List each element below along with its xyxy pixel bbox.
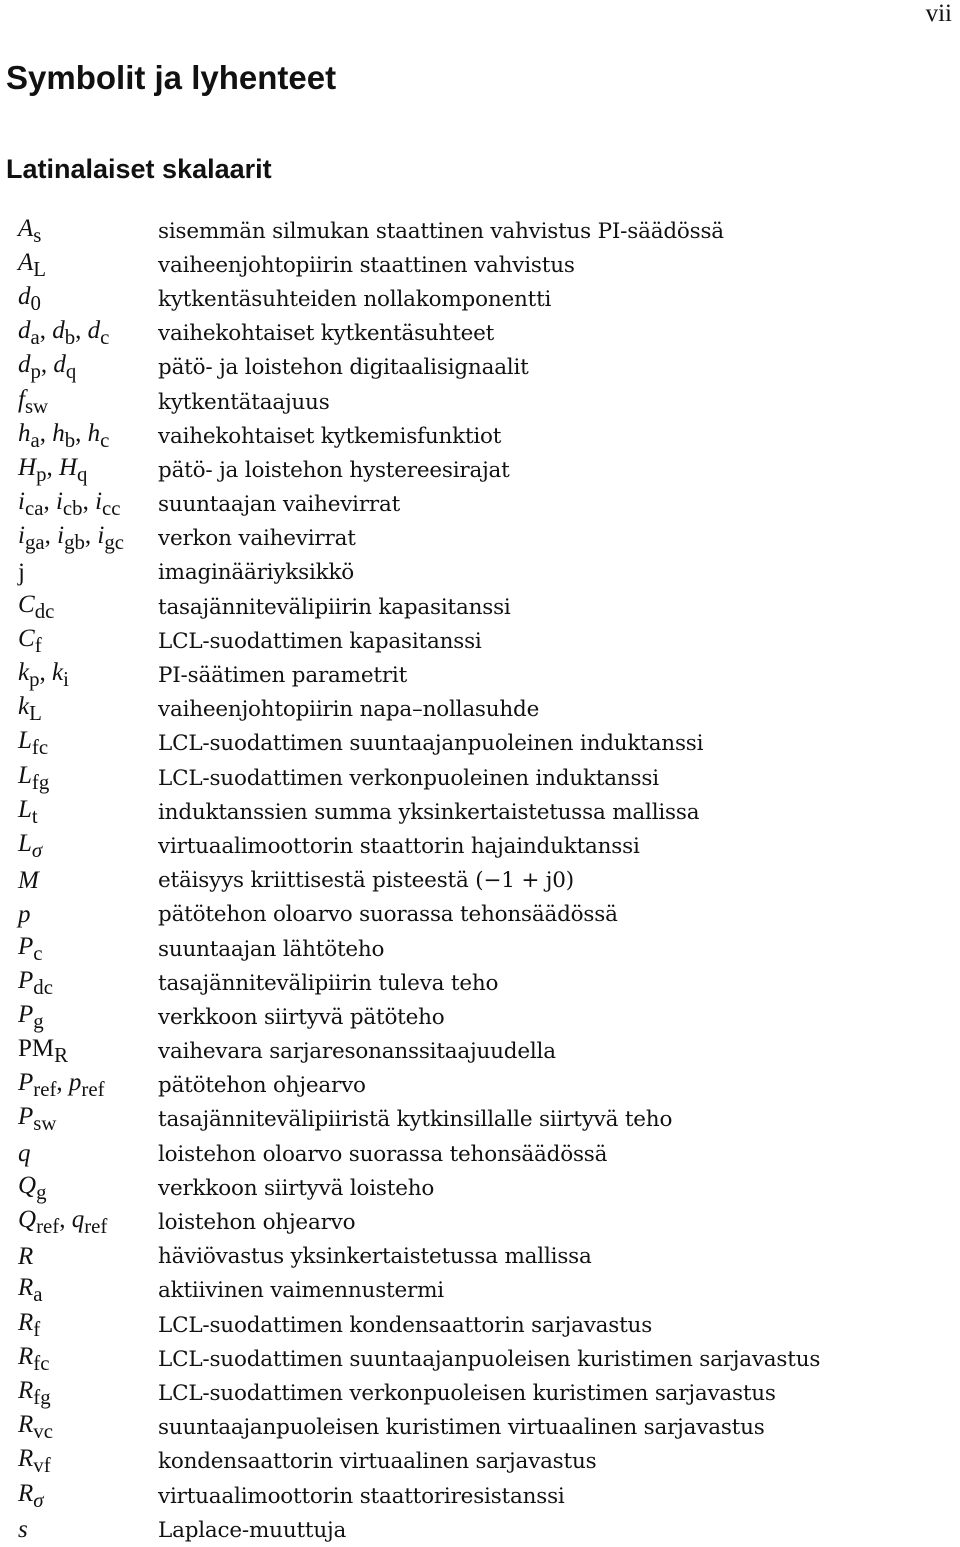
symbol-description: vaihevara sarjaresonanssitaajuudella <box>158 1039 556 1065</box>
symbol: $Q_{ref}$, $q_{ref}$ <box>18 1206 108 1239</box>
symbol: $h_a$, $h_b$, $h_c$ <box>18 419 110 452</box>
symbol-description: tasajännitevälipiirin tuleva teho <box>158 970 499 996</box>
symbol-description: kytkentätaajuus <box>158 389 330 415</box>
symbol-row <box>18 1103 948 1137</box>
symbol-row <box>18 1411 948 1445</box>
symbol: $R_f$ <box>18 1308 41 1341</box>
symbol: $k_L$ <box>18 693 42 726</box>
symbol: p <box>18 900 31 928</box>
chapter-title: Symbolit ja lyhenteet <box>6 59 337 96</box>
symbol-row <box>18 248 948 282</box>
symbol-description: kondensaattorin virtuaalinen sarjavastus <box>158 1449 597 1475</box>
symbol-row <box>18 1274 948 1308</box>
symbol-description: verkon vaihevirrat <box>158 526 356 552</box>
symbol-row <box>18 1513 948 1547</box>
symbol-row <box>18 590 948 624</box>
symbol-description: suuntaajan vaihevirrat <box>158 492 401 518</box>
symbol-row <box>18 1342 948 1376</box>
symbol-description: vaihekohtaiset kytkemisfunktiot <box>158 423 502 449</box>
symbol-row <box>18 556 948 590</box>
symbol: $R_{vf}$ <box>18 1445 51 1478</box>
symbol-description: LCL-suodattimen verkonpuoleinen induktanssi <box>158 765 659 791</box>
symbol-description: pätötehon oloarvo suorassa tehonsäädössä <box>158 902 618 928</box>
symbol: $A_s$ <box>18 214 42 247</box>
symbol-row <box>18 1240 948 1274</box>
symbol-row <box>18 351 948 385</box>
symbol-description: aktiivinen vaimennustermi <box>158 1278 444 1304</box>
symbol-row <box>18 898 948 932</box>
symbol-description: loistehon ohjearvo <box>158 1210 356 1236</box>
symbol-description: LCL-suodattimen kondensaattorin sarjavastus <box>158 1312 653 1338</box>
symbol: $L_{fg}$ <box>18 761 50 794</box>
symbol-row <box>18 1069 948 1103</box>
symbol: $P_c$ <box>18 932 43 965</box>
symbol-description: verkkoon siirtyvä pätöteho <box>158 1004 445 1030</box>
symbol: q <box>18 1140 31 1168</box>
symbol: $P_{dc}$ <box>18 966 53 999</box>
symbol: $L_\sigma$ <box>18 829 43 862</box>
symbol: $f_{sw}$ <box>18 385 49 418</box>
symbol-description: imaginääriyksikkö <box>158 560 355 586</box>
symbol: $L_{fc}$ <box>18 727 49 760</box>
symbol-description: loistehon oloarvo suorassa tehonsäädössä <box>158 1141 608 1167</box>
symbol: $R_{vc}$ <box>18 1411 53 1444</box>
symbol-description: pätö- ja loistehon hystereesirajat <box>158 457 510 483</box>
symbol-row <box>18 453 948 487</box>
symbol: $d_0$ <box>18 282 41 315</box>
symbol-row <box>18 693 948 727</box>
symbol-description: sisemmän silmukan staattinen vahvistus PI-säädössä <box>158 218 724 244</box>
symbol-description: häviövastus yksinkertaistetussa mallissa <box>158 1244 592 1270</box>
symbol-row <box>18 658 948 692</box>
symbol: $R_a$ <box>18 1274 43 1307</box>
symbol-list <box>18 214 948 1547</box>
symbol-description: Laplace-muuttuja <box>158 1517 347 1543</box>
symbol-description: suuntaajan lähtöteho <box>158 936 385 962</box>
symbol: $i_{ca}$, $i_{cb}$, $i_{cc}$ <box>18 488 121 521</box>
symbol: $P_{ref}$, $p_{ref}$ <box>18 1069 105 1102</box>
symbol: R <box>18 1242 34 1270</box>
symbol: s <box>18 1516 28 1544</box>
symbol-row <box>18 1479 948 1513</box>
symbol-row <box>18 1000 948 1034</box>
symbol-row <box>18 966 948 1000</box>
symbol-row <box>18 761 948 795</box>
symbol-description: vaiheenjohtopiirin napa–nollasuhde <box>158 697 540 723</box>
symbol-description: virtuaalimoottorin staattoriresistanssi <box>158 1483 565 1509</box>
symbol: $PM_R$ <box>18 1035 69 1068</box>
symbol: j <box>18 558 25 586</box>
symbol-row <box>18 214 948 248</box>
symbol: M <box>18 866 39 894</box>
symbol-row <box>18 282 948 316</box>
symbol-row <box>18 1171 948 1205</box>
symbol-description: tasajännitevälipiirin kapasitanssi <box>158 594 511 620</box>
symbol-description: pätö- ja loistehon digitaalisignaalit <box>158 355 529 381</box>
symbol: $L_t$ <box>18 795 38 828</box>
symbol-description: vaihekohtaiset kytkentäsuhteet <box>158 321 495 347</box>
symbol: $P_g$ <box>18 1000 44 1033</box>
symbol: $C_{dc}$ <box>18 590 55 623</box>
symbol-description: PI-säätimen parametrit <box>158 663 408 689</box>
symbol-row <box>18 864 948 898</box>
symbol-row <box>18 522 948 556</box>
symbol-row <box>18 317 948 351</box>
symbol-description: LCL-suodattimen verkonpuoleisen kuristimen sarjavastus <box>158 1380 776 1406</box>
symbol-row <box>18 829 948 863</box>
symbol: $d_p$, $d_q$ <box>18 351 77 384</box>
symbol-description: vaiheenjohtopiirin staattinen vahvistus <box>158 252 575 278</box>
symbol-description: LCL-suodattimen kapasitanssi <box>158 628 482 654</box>
symbol-description: kytkentäsuhteiden nollakomponentti <box>158 286 552 312</box>
symbol-row <box>18 795 948 829</box>
symbol-row <box>18 727 948 761</box>
symbol-description: virtuaalimoottorin staattorin hajainduktanssi <box>158 833 640 859</box>
symbol: $Q_g$ <box>18 1171 47 1204</box>
symbol-row <box>18 385 948 419</box>
section-title: Latinalaiset skalaarit <box>6 154 272 184</box>
symbol-row <box>18 419 948 453</box>
symbol-description: induktanssien summa yksinkertaistetussa mallissa <box>158 799 700 825</box>
symbol-description: etäisyys kriittisestä pisteestä (−1 + j0) <box>158 868 574 894</box>
symbol-row <box>18 624 948 658</box>
symbol-description: suuntaajanpuoleisen kuristimen virtuaalinen sarjavastus <box>158 1415 765 1441</box>
symbol: $d_a$, $d_b$, $d_c$ <box>18 317 110 350</box>
symbol-row <box>18 1137 948 1171</box>
symbol: $R_\sigma$ <box>18 1479 44 1512</box>
page-number: vii <box>925 0 952 27</box>
symbol: $R_{fg}$ <box>18 1376 51 1409</box>
symbol-description: LCL-suodattimen suuntaajanpuoleisen kuristimen sarjavastus <box>158 1346 821 1372</box>
symbol-description: pätötehon ohjearvo <box>158 1073 366 1099</box>
symbol: $k_p$, $k_i$ <box>18 659 69 692</box>
symbol: $A_L$ <box>18 248 47 281</box>
symbol-row <box>18 1205 948 1239</box>
symbol: $C_f$ <box>18 624 42 657</box>
symbol-description: tasajännitevälipiiristä kytkinsillalle siirtyvä teho <box>158 1107 673 1133</box>
symbol: $H_p$, $H_q$ <box>18 453 88 486</box>
symbol-row <box>18 1445 948 1479</box>
symbol: $i_{ga}$, $i_{gb}$, $i_{gc}$ <box>18 522 125 555</box>
symbol: $R_{fc}$ <box>18 1342 50 1375</box>
symbol-description: LCL-suodattimen suuntaajanpuoleinen induktanssi <box>158 731 704 757</box>
symbol-row <box>18 1035 948 1069</box>
symbol-row <box>18 1308 948 1342</box>
symbol: $P_{sw}$ <box>18 1103 57 1136</box>
symbol-row <box>18 932 948 966</box>
symbol-description: verkkoon siirtyvä loisteho <box>158 1175 435 1201</box>
symbol-row <box>18 488 948 522</box>
symbol-row <box>18 1376 948 1410</box>
